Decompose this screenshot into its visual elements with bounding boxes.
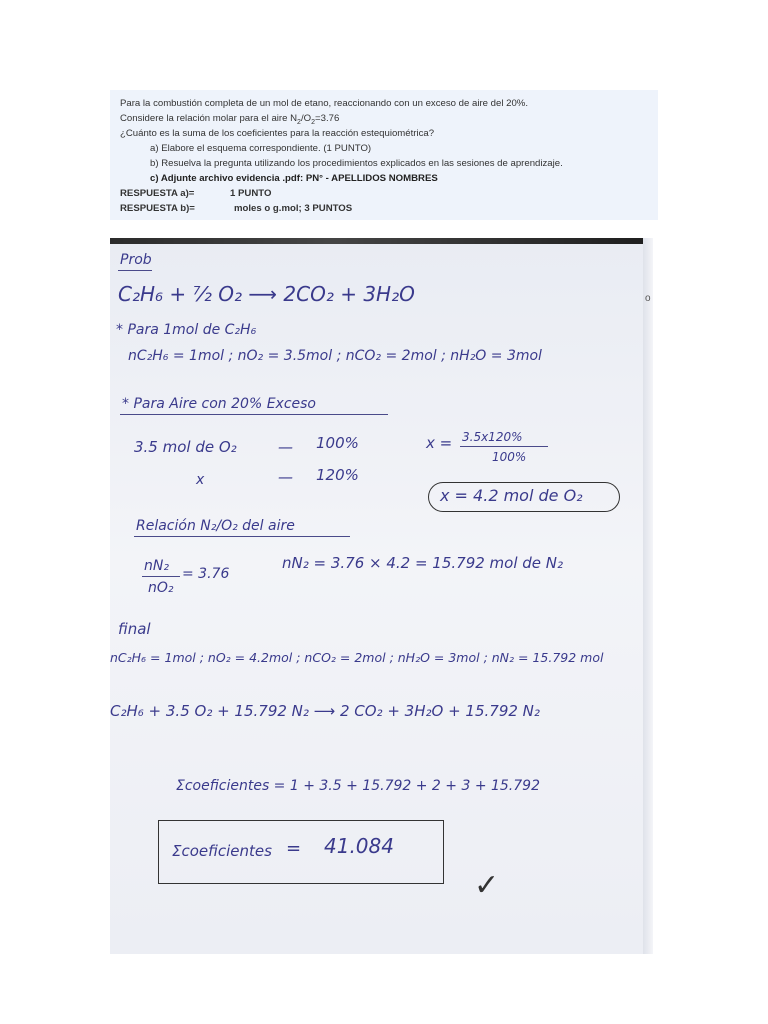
row2-percent: 120% — [316, 466, 359, 484]
x-eq-numerator: 3.5x120% — [462, 430, 523, 444]
photo-shadow — [110, 238, 653, 244]
fraction-bar — [142, 576, 180, 577]
ratio-numerator: nN₂ — [144, 558, 169, 574]
x-eq-denominator: 100% — [492, 450, 527, 464]
item-a: a) Elabore el esquema correspondiente. (1 PUNTO) — [150, 143, 372, 154]
underline — [134, 536, 350, 537]
ratio-denominator: nO₂ — [148, 580, 174, 596]
problem-line-1: Para la combustión completa de un mol de etano, reaccionando con un exceso de aire del 20%. — [120, 98, 528, 109]
row1-percent: 100% — [316, 434, 359, 452]
check-mark-icon: ✓ — [474, 868, 500, 903]
problem-line-2: Considere la relación molar para el aire $N_2/O_2=3.76$ — [120, 113, 340, 126]
photo-edge — [643, 238, 653, 954]
row2-left: x — [196, 472, 205, 488]
x-result: x = 4.2 mol de O₂ — [440, 486, 583, 505]
nN2-calculation: nN₂ = 3.76 × 4.2 = 15.792 mol de N₂ — [282, 554, 564, 572]
aire-heading: * Para Aire con 20% Exceso — [122, 396, 316, 412]
final-heading: final — [118, 620, 151, 638]
row1-dash: — — [278, 438, 293, 456]
relacion-heading: Relación N₂/O₂ del aire — [136, 518, 295, 534]
moles-line: nC₂H₆ = 1mol ; nO₂ = 3.5mol ; nCO₂ = 2mol ; nH₂O = 3mol — [128, 348, 542, 364]
underline — [118, 270, 152, 271]
respuesta-a: RESPUESTA a)= 1 PUNTO — [120, 188, 272, 199]
problem-statement — [110, 90, 658, 220]
item-b: b) Resuelva la pregunta utilizando los procedimientos explicados en las sesiones de aprendizaje. — [150, 158, 563, 169]
ratio-value: = 3.76 — [182, 566, 230, 582]
sum-final-value: 41.084 — [324, 834, 394, 858]
sum-line: Σcoeficientes = 1 + 3.5 + 15.792 + 2 + 3 + 15.792 — [176, 778, 540, 794]
para-1mol: * Para 1mol de C₂H₆ — [116, 322, 257, 338]
x-eq-lhs: x = — [426, 434, 453, 452]
underline — [120, 414, 388, 415]
equation-1: C₂H₆ + ⁷⁄₂ O₂ ⟶ 2CO₂ + 3H₂O — [118, 282, 415, 306]
heading-prob: Prob — [120, 252, 152, 268]
item-c: c) Adjunte archivo evidencia .pdf: PN° - APELLIDOS NOMBRES — [150, 173, 438, 184]
row1-left: 3.5 mol de O₂ — [134, 438, 237, 456]
fraction-bar — [460, 446, 548, 447]
side-glyph: o — [645, 293, 651, 304]
equation-2: C₂H₆ + 3.5 O₂ + 15.792 N₂ ⟶ 2 CO₂ + 3H₂O + 15.792 N₂ — [110, 702, 540, 720]
row2-dash: — — [278, 468, 293, 486]
handwritten-solution-photo — [110, 238, 653, 954]
problem-line-3: ¿Cuánto es la suma de los coeficientes para la reacción estequiométrica? — [120, 128, 435, 139]
sum-final-label: Σcoeficientes — [172, 842, 272, 860]
respuesta-b: RESPUESTA b)= moles o g.mol; 3 PUNTOS — [120, 203, 353, 214]
final-moles-line: nC₂H₆ = 1mol ; nO₂ = 4.2mol ; nCO₂ = 2mol ; nH₂O = 3mol ; nN₂ = 15.792 mol — [110, 650, 604, 665]
sum-final-equals: = — [286, 838, 302, 859]
